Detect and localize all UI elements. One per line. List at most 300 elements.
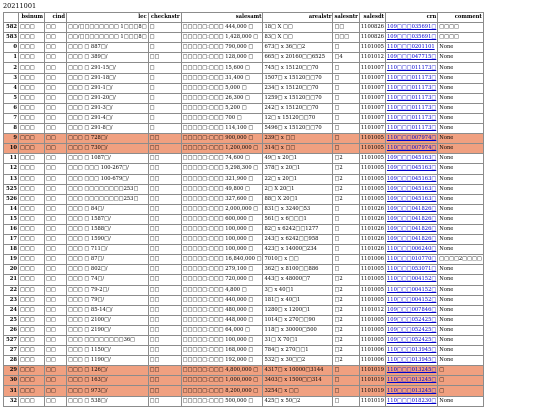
- cell-cind: □□: [45, 154, 67, 164]
- column-header[interactable]: checknstr: [148, 13, 181, 23]
- cell-crn[interactable]: 110□□□011173□: [385, 93, 437, 103]
- cell-salesdt: 1101005: [359, 164, 385, 174]
- cell-salesdt: 1101005: [359, 325, 385, 335]
- cell-crn[interactable]: 109□□□052425□: [385, 325, 437, 335]
- cell-salesamt: □□□□□:□□□ 100,000 □: [181, 245, 263, 255]
- cell-comment: None: [438, 53, 484, 63]
- cell-bsinum: □□□: [19, 124, 45, 134]
- table-row: [4, 73, 484, 83]
- cell-comment: None: [438, 214, 484, 224]
- cell-comment: None: [438, 315, 484, 325]
- cell-salesdt: 1101006: [359, 255, 385, 265]
- cell-salesamt: □□□□□:□□□ 100,000 □: [181, 235, 263, 245]
- cell-lec: □□□ □ 291-1□/: [67, 83, 149, 93]
- cell-comment: None: [438, 265, 484, 275]
- cell-checknstr: □□: [148, 295, 181, 305]
- cell-salesntr: □2: [333, 194, 359, 204]
- row-index: 6: [4, 103, 19, 113]
- cell-salesamt: □□□□□:□□□ 5,000 □: [181, 83, 263, 93]
- cell-arealstr: 673□ x 36□□2: [263, 43, 333, 53]
- cell-cind: □□: [45, 83, 67, 93]
- cell-salesdt: 1101019: [359, 386, 385, 396]
- cell-checknstr: □□: [148, 315, 181, 325]
- cell-crn[interactable]: 110□□□010770□: [385, 255, 437, 265]
- row-index: 32: [4, 396, 19, 406]
- table-row: [4, 204, 484, 214]
- row-index: 582: [4, 23, 19, 33]
- cell-bsinum: □□□: [19, 214, 45, 224]
- cell-salesamt: □□□□□:□□□ 114,100 □: [181, 124, 263, 134]
- cell-bsinum: □□□: [19, 174, 45, 184]
- cell-arealstr: 378□ x 20□1: [263, 164, 333, 174]
- cell-lec: □□□ □ 730□/: [67, 144, 149, 154]
- cell-salesamt: □□□□□:□□□ 900,000 □: [181, 134, 263, 144]
- cell-bsinum: □□□: [19, 154, 45, 164]
- cell-salesdt: 1100826: [359, 23, 385, 33]
- cell-bsinum: □□□: [19, 224, 45, 234]
- cell-cind: □□: [45, 43, 67, 53]
- cell-salesamt: □□□□□:□□□ 1,000,000 □: [181, 376, 263, 386]
- row-index: 3: [4, 73, 19, 83]
- cell-bsinum: □□□: [19, 315, 45, 325]
- cell-crn[interactable]: 109□□□045163□: [385, 184, 437, 194]
- cell-salesdt: 1101005: [359, 144, 385, 154]
- cell-arealstr: 88□ X 20□1: [263, 194, 333, 204]
- cell-crn[interactable]: 109□□□035691□: [385, 33, 437, 43]
- cell-bsinum: □□□: [19, 113, 45, 123]
- cell-comment: None: [438, 124, 484, 134]
- row-index: 27: [4, 346, 19, 356]
- cell-salesdt: 1101005: [359, 265, 385, 275]
- cell-lec: □□□ □ 1150□/: [67, 346, 149, 356]
- cell-cind: □□: [45, 103, 67, 113]
- column-header[interactable]: salesntr: [333, 13, 359, 23]
- cell-cind: □□: [45, 144, 67, 154]
- cell-bsinum: □□□: [19, 134, 45, 144]
- cell-crn[interactable]: 110□□□013245□: [385, 386, 437, 396]
- cell-arealstr: 665□ x 20160□□6525: [263, 53, 333, 63]
- cell-checknstr: □□: [148, 356, 181, 366]
- table-row: [4, 194, 484, 204]
- table-row: [4, 305, 484, 315]
- cell-salesntr: □: [333, 235, 359, 245]
- cell-arealstr: 83□ X □□: [263, 33, 333, 43]
- cell-salesamt: □□□□□:□□□ 31,400 □: [181, 73, 263, 83]
- column-header[interactable]: cind: [45, 13, 67, 23]
- row-index: 30: [4, 376, 19, 386]
- cell-crn[interactable]: 110□□□013245□: [385, 376, 437, 386]
- cell-cind: □□: [45, 184, 67, 194]
- row-index: 4: [4, 83, 19, 93]
- cell-checknstr: □□: [148, 224, 181, 234]
- cell-arealstr: 31□ X 70□1: [263, 336, 333, 346]
- row-index: 26: [4, 325, 19, 335]
- table-row: [4, 43, 484, 53]
- cell-salesdt: 1101026: [359, 245, 385, 255]
- row-index: 12: [4, 164, 19, 174]
- table-row: [4, 325, 484, 335]
- cell-arealstr: 49□ x 20□1: [263, 154, 333, 164]
- cell-cind: □□: [45, 53, 67, 63]
- cell-crn[interactable]: 109□□□041826□: [385, 224, 437, 234]
- cell-salesdt: 1101005: [359, 194, 385, 204]
- cell-salesamt: □□□□□:□□□ 5,200 □: [181, 103, 263, 113]
- cell-lec: □□/□□□□□□□□ 1□□□8□: [67, 33, 149, 43]
- cell-cind: □□: [45, 325, 67, 335]
- cell-checknstr: □□: [148, 184, 181, 194]
- table-row: [4, 174, 484, 184]
- cell-lec: □□□ □ 87□/: [67, 255, 149, 265]
- cell-checknstr: □: [148, 23, 181, 33]
- cell-bsinum: □□□: [19, 144, 45, 154]
- cell-checknstr: □□: [148, 285, 181, 295]
- cell-bsinum: □□□: [19, 33, 45, 43]
- cell-salesdt: 1101007: [359, 83, 385, 93]
- cell-lec: □□□ □ 538□/: [67, 396, 149, 406]
- cell-lec: □□□ □ 126□/: [67, 366, 149, 376]
- cell-bsinum: □□□: [19, 346, 45, 356]
- cell-comment: None: [438, 224, 484, 234]
- table-row: [4, 224, 484, 234]
- row-index: 525: [4, 184, 19, 194]
- cell-salesdt: 1101007: [359, 103, 385, 113]
- cell-checknstr: □□: [148, 386, 181, 396]
- cell-checknstr: □: [148, 124, 181, 134]
- cell-comment: □: [438, 366, 484, 376]
- table-row: [4, 103, 484, 113]
- cell-salesntr: □2: [333, 285, 359, 295]
- column-header[interactable]: salesdt: [359, 13, 385, 23]
- cell-comment: None: [438, 63, 484, 73]
- cell-salesntr: □: [333, 103, 359, 113]
- cell-bsinum: □□□: [19, 43, 45, 53]
- table-row: [4, 235, 484, 245]
- cell-crn[interactable]: 110□□□011173□: [385, 73, 437, 83]
- cell-crn[interactable]: 109□□□045163□: [385, 194, 437, 204]
- cell-lec: □□□ □ 2100□/: [67, 315, 149, 325]
- cell-salesdt: 1101026: [359, 235, 385, 245]
- cell-salesamt: □□□□□:□□□ 1,200,000 □: [181, 144, 263, 154]
- table-row: [4, 275, 484, 285]
- cell-bsinum: □□□: [19, 53, 45, 63]
- cell-cind: □□: [45, 93, 67, 103]
- cell-bsinum: □□□: [19, 386, 45, 396]
- cell-cind: □□: [45, 386, 67, 396]
- cell-salesdt: 1101019: [359, 366, 385, 376]
- cell-crn[interactable]: 110□□□018230□: [385, 396, 437, 406]
- cell-salesntr: □: [333, 204, 359, 214]
- cell-salesamt: □□□□□:□□□ 8,200,000 □: [181, 386, 263, 396]
- cell-salesntr: □: [333, 63, 359, 73]
- table-row: [4, 124, 484, 134]
- cell-crn[interactable]: 109□□□007846□: [385, 305, 437, 315]
- cell-salesdt: 1101007: [359, 93, 385, 103]
- cell-arealstr: 784□ x 270□□1: [263, 346, 333, 356]
- row-index: 16: [4, 224, 19, 234]
- cell-salesamt: □□□□□:□□□ 168,000 □: [181, 346, 263, 356]
- cell-crn[interactable]: 110□□□011173□: [385, 124, 437, 134]
- cell-salesntr: □: [333, 124, 359, 134]
- cell-arealstr: 181□ x 40□1: [263, 295, 333, 305]
- cell-salesdt: 1101005: [359, 184, 385, 194]
- cell-checknstr: □□: [148, 204, 181, 214]
- cell-crn[interactable]: 109□□□047715□: [385, 53, 437, 63]
- cell-crn[interactable]: 110□□□053071□: [385, 265, 437, 275]
- cell-salesntr: □2: [333, 325, 359, 335]
- table-row: [4, 63, 484, 73]
- table-row: [4, 295, 484, 305]
- cell-lec: □□□ □□□□□□□□253□: [67, 194, 149, 204]
- cell-arealstr: 82□ x 6242□□1277: [263, 224, 333, 234]
- cell-cind: □□: [45, 275, 67, 285]
- cell-arealstr: 118□ x 30000□500: [263, 325, 333, 335]
- cell-bsinum: □□□: [19, 255, 45, 265]
- cell-lec: □□□ □ 79-2□/: [67, 285, 149, 295]
- cell-checknstr: □: [148, 73, 181, 83]
- cell-checknstr: □□: [148, 305, 181, 315]
- cell-checknstr: □□: [148, 245, 181, 255]
- cell-crn[interactable]: 109□□□045163□: [385, 154, 437, 164]
- cell-bsinum: □□□: [19, 305, 45, 315]
- cell-salesamt: □□□□□:□□□ 321,900 □: [181, 174, 263, 184]
- cell-cind: □□: [45, 73, 67, 83]
- row-index: 22: [4, 285, 19, 295]
- table-row: [4, 356, 484, 366]
- cell-salesamt: □□□□□:□□□ 790,000 □: [181, 43, 263, 53]
- cell-cind: □□: [45, 336, 67, 346]
- cell-bsinum: □□□: [19, 366, 45, 376]
- cell-crn[interactable]: 110□□□011173□: [385, 113, 437, 123]
- row-index: 8: [4, 124, 19, 134]
- cell-salesntr: □2: [333, 315, 359, 325]
- cell-salesntr: □2: [333, 305, 359, 315]
- row-index: 18: [4, 245, 19, 255]
- row-index: 10: [4, 144, 19, 154]
- cell-crn[interactable]: 110□□□013945□: [385, 356, 437, 366]
- cell-lec: □□□ □ 1587□/: [67, 214, 149, 224]
- cell-salesamt: □□□□□:□□□ 600,000 □: [181, 214, 263, 224]
- cell-salesdt: 1101019: [359, 376, 385, 386]
- table-row: [4, 255, 484, 265]
- cell-arealstr: 12□ x 15120□□70: [263, 113, 333, 123]
- cell-bsinum: □□□: [19, 103, 45, 113]
- row-index: 24: [4, 305, 19, 315]
- cell-salesamt: □□□□□:□□□ 500,000 □: [181, 396, 263, 406]
- cell-crn[interactable]: 110□□□007974□: [385, 144, 437, 154]
- cell-checknstr: □□: [148, 376, 181, 386]
- cell-crn[interactable]: 110□□□011173□: [385, 83, 437, 93]
- cell-comment: □□□□2□□□□: [438, 255, 484, 265]
- cell-salesntr: □: [333, 396, 359, 406]
- cell-salesntr: □2: [333, 154, 359, 164]
- cell-crn[interactable]: 110□□□004152□: [385, 285, 437, 295]
- table-row: [4, 366, 484, 376]
- cell-bsinum: □□□: [19, 204, 45, 214]
- table-row: [4, 93, 484, 103]
- cell-crn[interactable]: 109□□□035691□: [385, 23, 437, 33]
- cell-crn[interactable]: 109□□□045163□: [385, 174, 437, 184]
- column-header[interactable]: crn: [385, 13, 437, 23]
- cell-crn[interactable]: 110□□□007974□: [385, 134, 437, 144]
- cell-crn[interactable]: 109□□□041826□: [385, 214, 437, 224]
- cell-comment: None: [438, 305, 484, 315]
- cell-salesntr: □2: [333, 346, 359, 356]
- cell-cind: □□: [45, 124, 67, 134]
- cell-checknstr: □: [148, 43, 181, 53]
- cell-salesamt: □□□□□:□□□ 15,600 □: [181, 63, 263, 73]
- cell-crn[interactable]: 110□□□013945□: [385, 346, 437, 356]
- cell-salesntr: □2: [333, 184, 359, 194]
- cell-crn[interactable]: 109□□□041826□: [385, 235, 437, 245]
- cell-cind: □□: [45, 315, 67, 325]
- cell-salesamt: □□□□□:□□□ 440,000 □: [181, 295, 263, 305]
- row-index: 5: [4, 93, 19, 103]
- cell-arealstr: 234□ x 15120□□70: [263, 83, 333, 93]
- cell-arealstr: 1280□ x 1200□1: [263, 305, 333, 315]
- cell-salesamt: □□□□□:□□□ 700 □: [181, 113, 263, 123]
- cell-salesdt: 1101026: [359, 224, 385, 234]
- row-index: 21: [4, 275, 19, 285]
- cell-lec: □□□ □ 85-14□/: [67, 305, 149, 315]
- column-header[interactable]: arealstr: [263, 13, 333, 23]
- cell-lec: □□□ □ 291-20□/: [67, 93, 149, 103]
- table-row: [4, 184, 484, 194]
- cell-comment: None: [438, 43, 484, 53]
- cell-arealstr: 7010□ x □□: [263, 255, 333, 265]
- cell-comment: None: [438, 83, 484, 93]
- table-row: [4, 53, 484, 63]
- table-row: [4, 113, 484, 123]
- cell-cind: □□: [45, 305, 67, 315]
- cell-lec: □□□ □ 291-18□/: [67, 73, 149, 83]
- cell-checknstr: □: [148, 103, 181, 113]
- column-header[interactable]: [4, 13, 19, 23]
- cell-lec: □□□ □ 1190□/: [67, 356, 149, 366]
- cell-comment: None: [438, 134, 484, 144]
- column-header[interactable]: comment: [438, 13, 484, 23]
- table-row: [4, 336, 484, 346]
- cell-salesntr: □: [333, 224, 359, 234]
- row-index: 29: [4, 366, 19, 376]
- cell-salesdt: 1101026: [359, 214, 385, 224]
- cell-arealstr: 3254□ x □□: [263, 386, 333, 396]
- cell-arealstr: 18□ X □□: [263, 23, 333, 33]
- cell-comment: None: [438, 174, 484, 184]
- cell-lec: □□□ □□□ 100-679□/: [67, 174, 149, 184]
- cell-crn[interactable]: 109□□□052425□: [385, 315, 437, 325]
- table-row: [4, 376, 484, 386]
- cell-arealstr: 243□ x 6242□□958: [263, 235, 333, 245]
- cell-salesntr: □2: [333, 295, 359, 305]
- cell-lec: □□□ □ 711□/: [67, 245, 149, 255]
- cell-lec: □□□ □□□ 100-267□/: [67, 164, 149, 174]
- row-index: 7: [4, 113, 19, 123]
- cell-crn[interactable]: 110□□□013245□: [385, 366, 437, 376]
- cell-salesntr: □4: [333, 53, 359, 63]
- table-row: [4, 386, 484, 396]
- cell-crn[interactable]: 110□□□0201101: [385, 43, 437, 53]
- cell-arealstr: 831□ x 3240□53: [263, 204, 333, 214]
- cell-salesdt: 1101007: [359, 73, 385, 83]
- cell-salesdt: 1101019: [359, 396, 385, 406]
- cell-salesntr: □2: [333, 356, 359, 366]
- table-header-row: [4, 13, 484, 23]
- cell-arealstr: 745□ x 15120□□70: [263, 63, 333, 73]
- cell-crn[interactable]: 109□□□052425□: [385, 336, 437, 346]
- cell-lec: □□□ □ 1087□/: [67, 154, 149, 164]
- cell-lec: □□□ □ 1590□/: [67, 235, 149, 245]
- cell-cind: □□: [45, 295, 67, 305]
- cell-crn[interactable]: 109□□□045163□: [385, 164, 437, 174]
- cell-arealstr: 4317□ x 10000□3144: [263, 366, 333, 376]
- cell-salesdt: 1101006: [359, 346, 385, 356]
- column-header[interactable]: bsinum: [19, 13, 45, 23]
- cell-salesntr: □: [333, 265, 359, 275]
- cell-comment: None: [438, 93, 484, 103]
- cell-lec: □□□ □□□□□□□□36□: [67, 336, 149, 346]
- table-row: [4, 346, 484, 356]
- cell-bsinum: □□□: [19, 336, 45, 346]
- cell-bsinum: □□□: [19, 275, 45, 285]
- cell-checknstr: □□: [148, 336, 181, 346]
- cell-bsinum: □□□: [19, 194, 45, 204]
- cell-crn[interactable]: 110□□□006240□: [385, 245, 437, 255]
- cell-salesdt: 1101005: [359, 295, 385, 305]
- cell-cind: □□: [45, 134, 67, 144]
- cell-salesntr: □: [333, 255, 359, 265]
- cell-comment: None: [438, 184, 484, 194]
- cell-crn[interactable]: 110□□□011173□: [385, 63, 437, 73]
- cell-comment: None: [438, 103, 484, 113]
- cell-crn[interactable]: 109□□□041826□: [385, 204, 437, 214]
- cell-lec: □□/□□□□□□□□ 1□□□8□: [67, 23, 149, 33]
- cell-cind: □□: [45, 255, 67, 265]
- cell-lec: □□□ □ 74□/: [67, 275, 149, 285]
- cell-salesntr: □: [333, 113, 359, 123]
- cell-comment: None: [438, 194, 484, 204]
- cell-checknstr: □□: [148, 134, 181, 144]
- column-header[interactable]: lec: [67, 13, 149, 23]
- cell-crn[interactable]: 110□□□004152□: [385, 275, 437, 285]
- row-index: 15: [4, 214, 19, 224]
- cell-bsinum: □□□: [19, 73, 45, 83]
- cell-bsinum: □□□: [19, 356, 45, 366]
- cell-salesamt: □□□□□:□□□ 4,800 □: [181, 285, 263, 295]
- column-header[interactable]: salesamt: [181, 13, 263, 23]
- cell-comment: None: [438, 113, 484, 123]
- cell-arealstr: 242□ x 15120□□70: [263, 103, 333, 113]
- row-index: 14: [4, 204, 19, 214]
- cell-cind: □□: [45, 164, 67, 174]
- cell-salesntr: □2: [333, 174, 359, 184]
- cell-crn[interactable]: 110□□□004152□: [385, 295, 437, 305]
- cell-lec: □□□ □ 728□/: [67, 134, 149, 144]
- cell-salesamt: □□□□□:□□□ 100,000 □: [181, 336, 263, 346]
- cell-crn[interactable]: 110□□□011173□: [385, 103, 437, 113]
- cell-lec: □□□ □ 291-3□/: [67, 103, 149, 113]
- table-row: [4, 285, 484, 295]
- cell-salesntr: □: [333, 93, 359, 103]
- cell-checknstr: □: [148, 113, 181, 123]
- cell-comment: □□□□: [438, 23, 484, 33]
- cell-comment: □: [438, 376, 484, 386]
- cell-lec: □□□ □ 163□/: [67, 376, 149, 386]
- cell-salesntr: □□□: [333, 33, 359, 43]
- cell-salesdt: 1101012: [359, 53, 385, 63]
- cell-cind: □□: [45, 23, 67, 33]
- cell-bsinum: □□□: [19, 63, 45, 73]
- data-table: [3, 12, 484, 407]
